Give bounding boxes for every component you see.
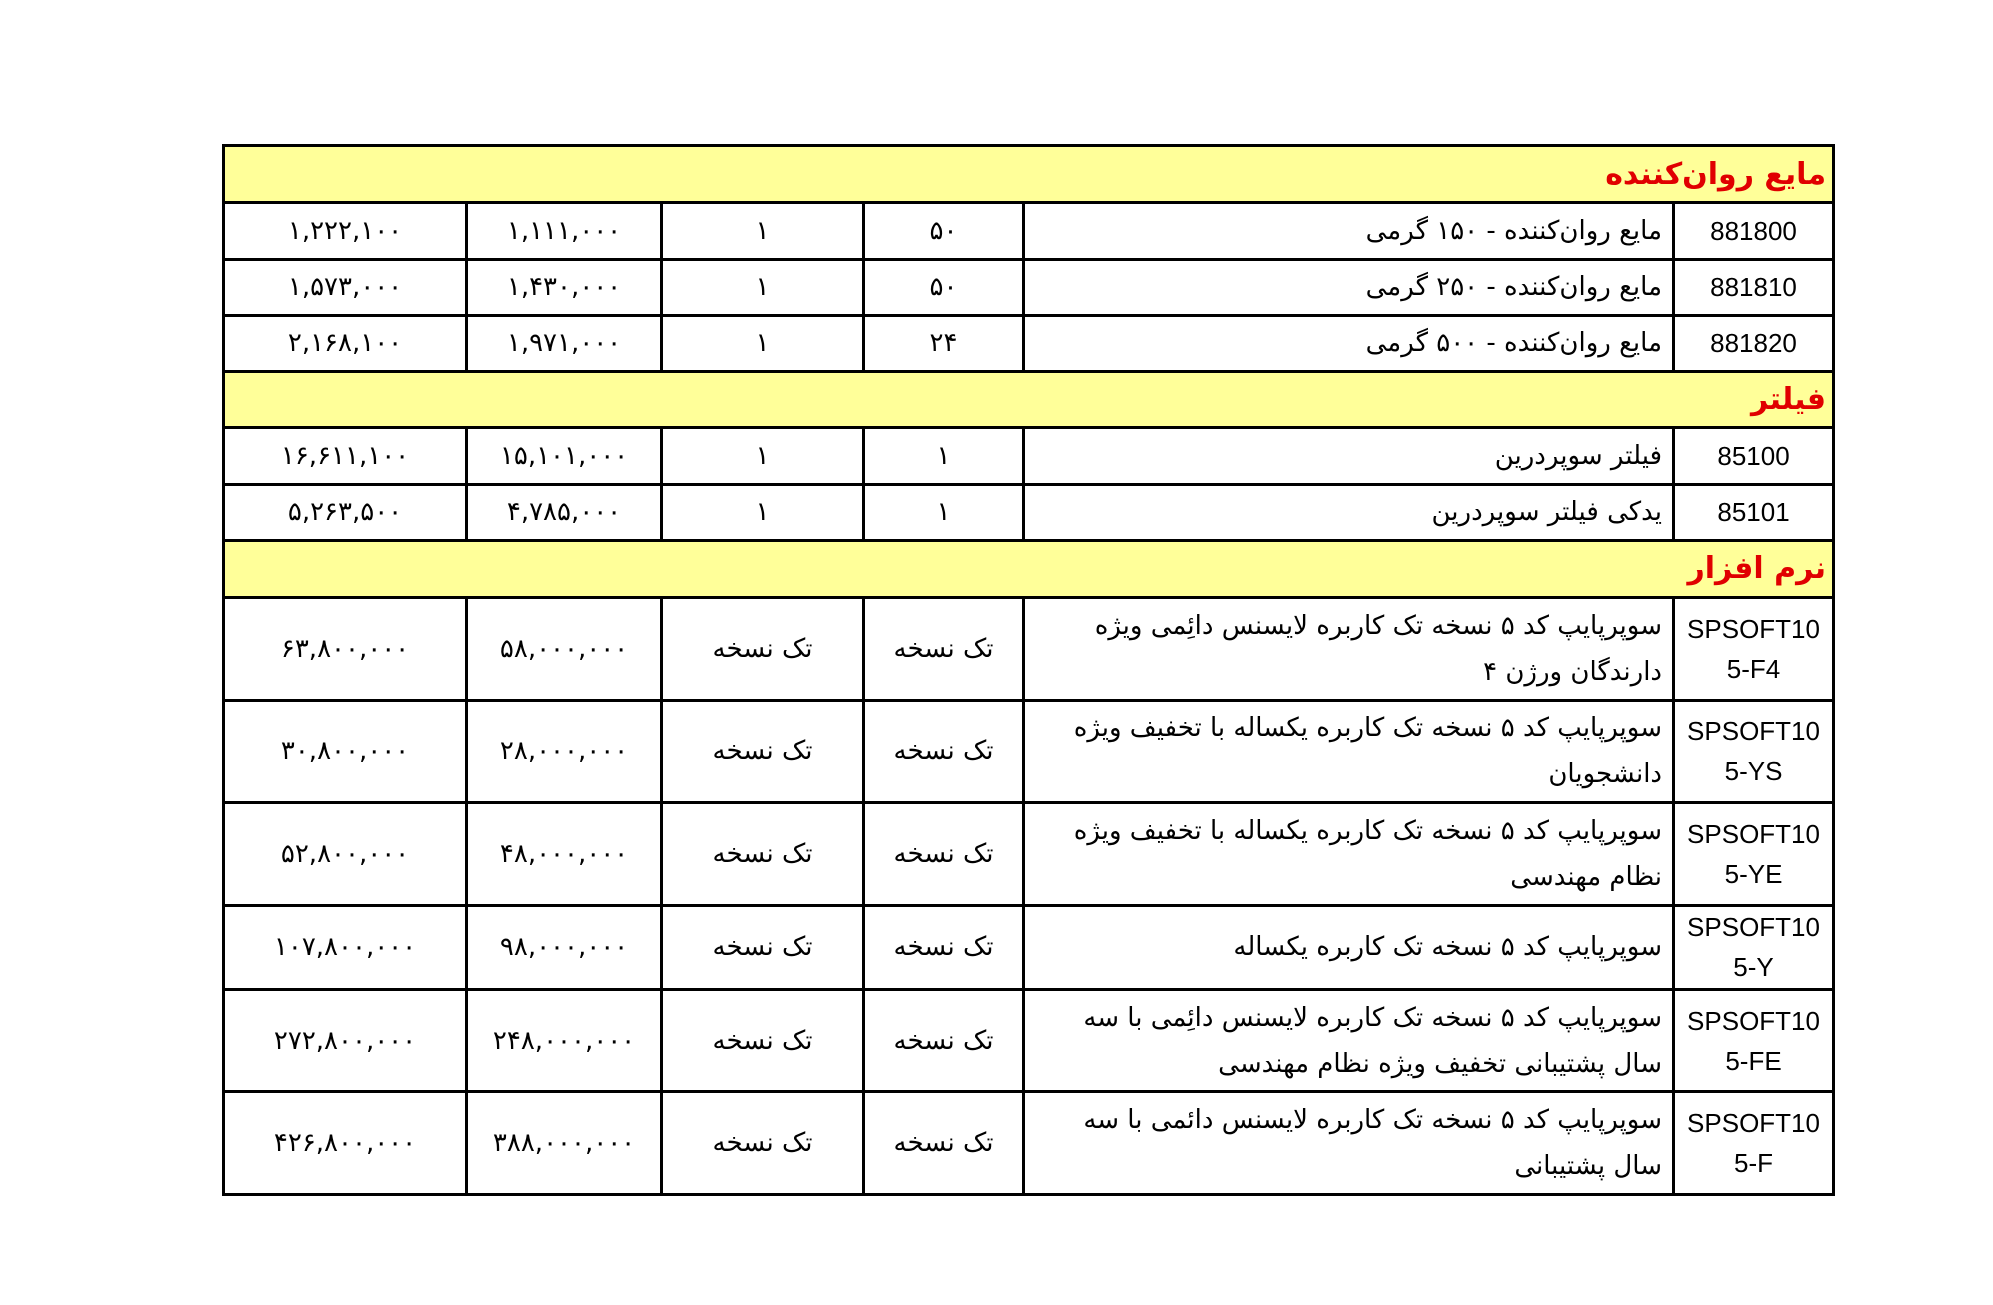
- product-description: سوپرپایپ کد ۵ نسخه تک کاربره یکساله با تخفیف ویژه دانشجویان: [1024, 700, 1674, 802]
- product-code: 85100: [1674, 428, 1834, 484]
- price-with-tax: ۶۳,۸۰۰,۰۰۰: [224, 598, 467, 700]
- unit-count: تک نسخه: [662, 905, 864, 989]
- unit-price: ۲۸,۰۰۰,۰۰۰: [467, 700, 662, 802]
- price-with-tax: ۴۲۶,۸۰۰,۰۰۰: [224, 1092, 467, 1195]
- section-header-lubricant: [224, 146, 1834, 203]
- table-row: [224, 598, 1834, 700]
- pack-quantity: ۱: [864, 428, 1024, 484]
- table-row: [224, 803, 1834, 905]
- table-row: [224, 484, 1834, 540]
- table-row: [224, 905, 1834, 989]
- pack-quantity: ۵۰: [864, 259, 1024, 315]
- section-title: نرم افزار: [224, 540, 1834, 597]
- price-with-tax: ۱۰۷,۸۰۰,۰۰۰: [224, 905, 467, 989]
- product-code: 85101: [1674, 484, 1834, 540]
- product-code: SPSOFT105-F4: [1674, 598, 1834, 700]
- price-with-tax: ۵,۲۶۳,۵۰۰: [224, 484, 467, 540]
- price-with-tax: ۳۰,۸۰۰,۰۰۰: [224, 700, 467, 802]
- product-description: مایع روان‌کننده - ۲۵۰ گرمی: [1024, 259, 1674, 315]
- product-code: SPSOFT105-YS: [1674, 700, 1834, 802]
- price-with-tax: ۲,۱۶۸,۱۰۰: [224, 315, 467, 371]
- section-header-software: [224, 540, 1834, 597]
- unit-price: ۵۸,۰۰۰,۰۰۰: [467, 598, 662, 700]
- section-header-filter: [224, 372, 1834, 428]
- table-row: [224, 700, 1834, 802]
- unit-count: تک نسخه: [662, 598, 864, 700]
- table-row: [224, 1092, 1834, 1195]
- table-row: [224, 315, 1834, 371]
- product-description: سوپرپایپ کد ۵ نسخه تک کاربره یکساله با تخفیف ویژه نظام مهندسی: [1024, 803, 1674, 905]
- product-description: سوپرپایپ کد ۵ نسخه تک کاربره لایسنس دائِمی با سه سال پشتیبانی تخفیف ویژه نظام مهندسی: [1024, 989, 1674, 1091]
- pack-quantity: تک نسخه: [864, 905, 1024, 989]
- unit-count: ۱: [662, 259, 864, 315]
- section-title: مایع روان‌کننده: [224, 146, 1834, 203]
- price-with-tax: ۲۷۲,۸۰۰,۰۰۰: [224, 989, 467, 1091]
- unit-price: ۱,۹۷۱,۰۰۰: [467, 315, 662, 371]
- unit-count: تک نسخه: [662, 989, 864, 1091]
- product-code: 881820: [1674, 315, 1834, 371]
- price-with-tax: ۱,۵۷۳,۰۰۰: [224, 259, 467, 315]
- product-code: SPSOFT105-FE: [1674, 989, 1834, 1091]
- pack-quantity: تک نسخه: [864, 1092, 1024, 1195]
- product-code: SPSOFT105-F: [1674, 1092, 1834, 1195]
- product-description: سوپرپایپ کد ۵ نسخه تک کاربره لایسنس دائِمی ویژه دارندگان ورژن ۴: [1024, 598, 1674, 700]
- unit-price: ۱۵,۱۰۱,۰۰۰: [467, 428, 662, 484]
- table-row: [224, 989, 1834, 1091]
- price-with-tax: ۱,۲۲۲,۱۰۰: [224, 203, 467, 259]
- unit-price: ۱,۴۳۰,۰۰۰: [467, 259, 662, 315]
- unit-price: ۲۴۸,۰۰۰,۰۰۰: [467, 989, 662, 1091]
- unit-count: ۱: [662, 484, 864, 540]
- table-row: [224, 203, 1834, 259]
- product-description: مایع روان‌کننده - ۵۰۰ گرمی: [1024, 315, 1674, 371]
- product-description: سوپرپایپ کد ۵ نسخه تک کاربره لایسنس دائمی با سه سال پشتیبانی: [1024, 1092, 1674, 1195]
- unit-price: ۴,۷۸۵,۰۰۰: [467, 484, 662, 540]
- pack-quantity: ۲۴: [864, 315, 1024, 371]
- product-description: یدکی فیلتر سوپردرین: [1024, 484, 1674, 540]
- unit-price: ۹۸,۰۰۰,۰۰۰: [467, 905, 662, 989]
- unit-price: ۱,۱۱۱,۰۰۰: [467, 203, 662, 259]
- pack-quantity: تک نسخه: [864, 989, 1024, 1091]
- price-list-table: [222, 144, 1835, 1196]
- unit-price: ۴۸,۰۰۰,۰۰۰: [467, 803, 662, 905]
- price-with-tax: ۵۲,۸۰۰,۰۰۰: [224, 803, 467, 905]
- pack-quantity: تک نسخه: [864, 803, 1024, 905]
- product-description: فیلتر سوپردرین: [1024, 428, 1674, 484]
- price-with-tax: ۱۶,۶۱۱,۱۰۰: [224, 428, 467, 484]
- unit-count: تک نسخه: [662, 803, 864, 905]
- pack-quantity: تک نسخه: [864, 598, 1024, 700]
- unit-price: ۳۸۸,۰۰۰,۰۰۰: [467, 1092, 662, 1195]
- unit-count: ۱: [662, 315, 864, 371]
- unit-count: ۱: [662, 428, 864, 484]
- product-description: سوپرپایپ کد ۵ نسخه تک کاربره یکساله: [1024, 905, 1674, 989]
- table-row: [224, 428, 1834, 484]
- section-title: فیلتر: [224, 372, 1834, 428]
- product-code: 881810: [1674, 259, 1834, 315]
- product-code: SPSOFT105-YE: [1674, 803, 1834, 905]
- unit-count: تک نسخه: [662, 1092, 864, 1195]
- unit-count: تک نسخه: [662, 700, 864, 802]
- table-row: [224, 259, 1834, 315]
- product-code: 881800: [1674, 203, 1834, 259]
- pack-quantity: ۵۰: [864, 203, 1024, 259]
- unit-count: ۱: [662, 203, 864, 259]
- product-description: مایع روان‌کننده - ۱۵۰ گرمی: [1024, 203, 1674, 259]
- pack-quantity: تک نسخه: [864, 700, 1024, 802]
- product-code: SPSOFT105-Y: [1674, 905, 1834, 989]
- pack-quantity: ۱: [864, 484, 1024, 540]
